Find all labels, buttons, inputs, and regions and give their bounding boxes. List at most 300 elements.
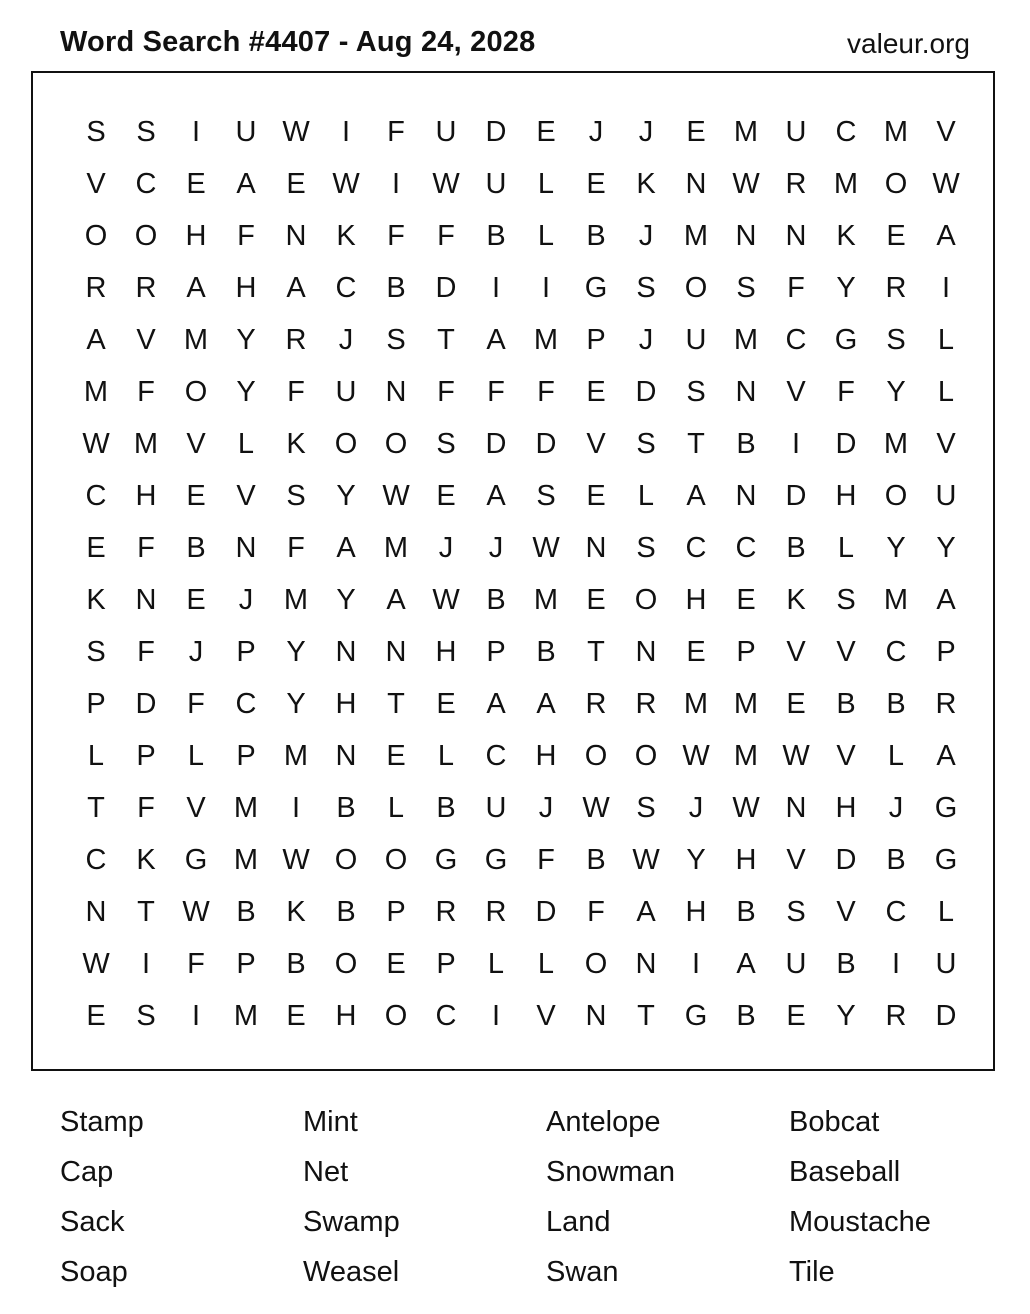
grid-cell[interactable]: M — [883, 584, 909, 616]
grid-cell[interactable]: N — [85, 896, 107, 928]
grid-cell[interactable]: B — [386, 272, 406, 304]
grid-cell[interactable]: O — [634, 584, 658, 616]
grid-cell[interactable]: H — [685, 896, 707, 928]
grid-cell[interactable]: A — [386, 584, 406, 616]
grid-cell[interactable]: P — [586, 324, 606, 356]
grid-cell[interactable]: N — [335, 636, 357, 668]
grid-cell[interactable]: M — [183, 324, 209, 356]
grid-cell[interactable]: Y — [286, 636, 306, 668]
grid-cell[interactable]: B — [836, 948, 856, 980]
grid-cell[interactable]: A — [536, 688, 556, 720]
grid-cell[interactable]: J — [538, 792, 554, 824]
grid-cell[interactable]: S — [286, 480, 306, 512]
grid-cell[interactable]: I — [941, 272, 951, 304]
grid-cell[interactable]: Y — [336, 584, 356, 616]
grid-cell[interactable]: V — [786, 376, 806, 408]
grid-cell[interactable]: L — [437, 740, 455, 772]
grid-cell[interactable]: C — [785, 324, 807, 356]
grid-cell[interactable]: H — [335, 688, 357, 720]
grid-cell[interactable]: B — [586, 844, 606, 876]
grid-cell[interactable]: P — [736, 636, 756, 668]
grid-cell[interactable]: A — [936, 740, 956, 772]
grid-cell[interactable]: B — [886, 844, 906, 876]
grid-cell[interactable]: K — [136, 844, 156, 876]
grid-cell[interactable]: A — [936, 584, 956, 616]
grid-cell[interactable]: L — [537, 220, 555, 252]
grid-cell[interactable]: J — [588, 116, 604, 148]
grid-cell[interactable]: S — [836, 584, 856, 616]
grid-cell[interactable]: I — [891, 948, 901, 980]
grid-cell[interactable]: G — [434, 844, 458, 876]
grid-cell[interactable]: O — [884, 168, 908, 200]
grid-cell[interactable]: O — [334, 428, 358, 460]
grid-cell[interactable]: L — [387, 792, 405, 824]
grid-cell[interactable]: C — [235, 688, 257, 720]
grid-cell[interactable]: U — [785, 948, 807, 980]
grid-cell[interactable]: N — [235, 532, 257, 564]
grid-cell[interactable]: E — [736, 584, 756, 616]
grid-cell[interactable]: B — [736, 428, 756, 460]
grid-cell[interactable]: M — [533, 324, 559, 356]
grid-cell[interactable]: D — [485, 428, 507, 460]
grid-cell[interactable]: D — [435, 272, 457, 304]
grid-cell[interactable]: O — [84, 220, 108, 252]
grid-cell[interactable]: S — [136, 116, 156, 148]
grid-cell[interactable]: M — [83, 376, 109, 408]
grid-cell[interactable]: U — [785, 116, 807, 148]
grid-cell[interactable]: L — [87, 740, 105, 772]
grid-cell[interactable]: S — [636, 428, 656, 460]
grid-cell[interactable]: F — [137, 532, 155, 564]
grid-cell[interactable]: A — [486, 480, 506, 512]
grid-cell[interactable]: B — [486, 220, 506, 252]
grid-cell[interactable]: S — [736, 272, 756, 304]
grid-cell[interactable]: C — [85, 844, 107, 876]
grid-cell[interactable]: C — [735, 532, 757, 564]
grid-cell[interactable]: W — [582, 792, 610, 824]
grid-cell[interactable]: B — [586, 220, 606, 252]
grid-cell[interactable]: V — [186, 792, 206, 824]
grid-cell[interactable]: M — [883, 428, 909, 460]
grid-cell[interactable]: P — [936, 636, 956, 668]
grid-cell[interactable]: D — [635, 376, 657, 408]
grid-cell[interactable]: A — [236, 168, 256, 200]
grid-cell[interactable]: C — [835, 116, 857, 148]
grid-cell[interactable]: I — [691, 948, 701, 980]
grid-cell[interactable]: B — [186, 532, 206, 564]
grid-cell[interactable]: W — [182, 896, 210, 928]
grid-cell[interactable]: M — [683, 688, 709, 720]
grid-cell[interactable]: H — [235, 272, 257, 304]
grid-cell[interactable]: M — [733, 740, 759, 772]
grid-cell[interactable]: M — [733, 688, 759, 720]
grid-cell[interactable]: L — [887, 740, 905, 772]
grid-cell[interactable]: A — [486, 324, 506, 356]
grid-cell[interactable]: M — [883, 116, 909, 148]
grid-cell[interactable]: F — [287, 532, 305, 564]
grid-cell[interactable]: E — [286, 1000, 306, 1032]
grid-cell[interactable]: V — [536, 1000, 556, 1032]
grid-cell[interactable]: U — [335, 376, 357, 408]
grid-cell[interactable]: Y — [886, 376, 906, 408]
grid-cell[interactable]: O — [584, 740, 608, 772]
grid-cell[interactable]: M — [233, 1000, 259, 1032]
grid-cell[interactable]: N — [635, 636, 657, 668]
grid-cell[interactable]: M — [833, 168, 859, 200]
grid-cell[interactable]: L — [937, 896, 955, 928]
grid-cell[interactable]: D — [785, 480, 807, 512]
grid-cell[interactable]: L — [237, 428, 255, 460]
grid-cell[interactable]: A — [86, 324, 106, 356]
grid-cell[interactable]: E — [686, 636, 706, 668]
grid-cell[interactable]: C — [335, 272, 357, 304]
grid-cell[interactable]: E — [86, 532, 106, 564]
grid-cell[interactable]: F — [537, 376, 555, 408]
grid-cell[interactable]: V — [586, 428, 606, 460]
grid-cell[interactable]: U — [485, 168, 507, 200]
grid-cell[interactable]: W — [432, 584, 460, 616]
grid-cell[interactable]: R — [135, 272, 157, 304]
grid-cell[interactable]: E — [786, 688, 806, 720]
grid-cell[interactable]: O — [334, 948, 358, 980]
grid-cell[interactable]: S — [536, 480, 556, 512]
grid-cell[interactable]: J — [638, 116, 654, 148]
grid-cell[interactable]: L — [187, 740, 205, 772]
grid-cell[interactable]: J — [888, 792, 904, 824]
grid-cell[interactable]: R — [485, 896, 507, 928]
grid-cell[interactable]: G — [934, 844, 958, 876]
grid-cell[interactable]: R — [435, 896, 457, 928]
grid-cell[interactable]: R — [785, 168, 807, 200]
grid-cell[interactable]: I — [191, 116, 201, 148]
grid-cell[interactable]: H — [335, 1000, 357, 1032]
grid-cell[interactable]: G — [834, 324, 858, 356]
grid-cell[interactable]: O — [184, 376, 208, 408]
grid-cell[interactable]: Y — [286, 688, 306, 720]
grid-cell[interactable]: S — [636, 272, 656, 304]
grid-cell[interactable]: F — [137, 636, 155, 668]
grid-cell[interactable]: E — [386, 948, 406, 980]
grid-cell[interactable]: B — [836, 688, 856, 720]
grid-cell[interactable]: P — [236, 740, 256, 772]
grid-cell[interactable]: W — [82, 428, 110, 460]
grid-cell[interactable]: J — [688, 792, 704, 824]
grid-cell[interactable]: B — [786, 532, 806, 564]
grid-cell[interactable]: D — [135, 688, 157, 720]
grid-cell[interactable]: O — [584, 948, 608, 980]
grid-cell[interactable]: H — [185, 220, 207, 252]
grid-cell[interactable]: V — [786, 844, 806, 876]
grid-cell[interactable]: T — [587, 636, 605, 668]
grid-cell[interactable]: C — [485, 740, 507, 772]
grid-cell[interactable]: W — [432, 168, 460, 200]
grid-cell[interactable]: V — [236, 480, 256, 512]
grid-cell[interactable]: L — [937, 376, 955, 408]
grid-cell[interactable]: N — [585, 1000, 607, 1032]
grid-cell[interactable]: W — [532, 532, 560, 564]
grid-cell[interactable]: Y — [686, 844, 706, 876]
grid-cell[interactable]: U — [435, 116, 457, 148]
grid-cell[interactable]: B — [486, 584, 506, 616]
grid-cell[interactable]: E — [186, 584, 206, 616]
grid-cell[interactable]: Y — [236, 376, 256, 408]
grid-cell[interactable]: C — [885, 636, 907, 668]
grid-cell[interactable]: E — [436, 688, 456, 720]
grid-cell[interactable]: T — [87, 792, 105, 824]
grid-cell[interactable]: B — [336, 792, 356, 824]
grid-cell[interactable]: H — [435, 636, 457, 668]
grid-cell[interactable]: S — [786, 896, 806, 928]
grid-cell[interactable]: M — [233, 844, 259, 876]
grid-cell[interactable]: R — [885, 272, 907, 304]
grid-cell[interactable]: E — [186, 168, 206, 200]
grid-cell[interactable]: N — [735, 376, 757, 408]
grid-cell[interactable]: E — [686, 116, 706, 148]
grid-cell[interactable]: V — [186, 428, 206, 460]
grid-cell[interactable]: M — [383, 532, 409, 564]
grid-cell[interactable]: Y — [836, 1000, 856, 1032]
grid-cell[interactable]: F — [437, 376, 455, 408]
grid-cell[interactable]: F — [137, 792, 155, 824]
grid-cell[interactable]: N — [635, 948, 657, 980]
grid-cell[interactable]: O — [634, 740, 658, 772]
grid-cell[interactable]: R — [885, 1000, 907, 1032]
grid-cell[interactable]: A — [486, 688, 506, 720]
grid-cell[interactable]: I — [491, 272, 501, 304]
grid-cell[interactable]: L — [487, 948, 505, 980]
grid-cell[interactable]: G — [934, 792, 958, 824]
grid-cell[interactable]: O — [134, 220, 158, 252]
grid-cell[interactable]: O — [384, 844, 408, 876]
grid-cell[interactable]: K — [286, 896, 306, 928]
grid-cell[interactable]: P — [236, 636, 256, 668]
grid-cell[interactable]: M — [133, 428, 159, 460]
grid-cell[interactable]: I — [541, 272, 551, 304]
grid-cell[interactable]: H — [835, 792, 857, 824]
grid-cell[interactable]: H — [535, 740, 557, 772]
grid-cell[interactable]: E — [536, 116, 556, 148]
grid-cell[interactable]: B — [286, 948, 306, 980]
grid-cell[interactable]: Y — [886, 532, 906, 564]
grid-cell[interactable]: F — [187, 688, 205, 720]
grid-cell[interactable]: C — [435, 1000, 457, 1032]
grid-cell[interactable]: F — [387, 116, 405, 148]
grid-cell[interactable]: F — [837, 376, 855, 408]
grid-cell[interactable]: V — [836, 896, 856, 928]
grid-cell[interactable]: W — [732, 792, 760, 824]
grid-cell[interactable]: B — [236, 896, 256, 928]
grid-cell[interactable]: A — [736, 948, 756, 980]
grid-cell[interactable]: N — [335, 740, 357, 772]
grid-cell[interactable]: E — [586, 480, 606, 512]
grid-cell[interactable]: B — [736, 896, 756, 928]
grid-cell[interactable]: O — [384, 1000, 408, 1032]
grid-cell[interactable]: M — [733, 324, 759, 356]
grid-cell[interactable]: V — [136, 324, 156, 356]
grid-cell[interactable]: J — [488, 532, 504, 564]
grid-cell[interactable]: R — [285, 324, 307, 356]
grid-cell[interactable]: A — [636, 896, 656, 928]
grid-cell[interactable]: K — [836, 220, 856, 252]
grid-cell[interactable]: N — [285, 220, 307, 252]
grid-cell[interactable]: A — [186, 272, 206, 304]
grid-cell[interactable]: E — [586, 168, 606, 200]
grid-cell[interactable]: V — [786, 636, 806, 668]
grid-cell[interactable]: F — [487, 376, 505, 408]
grid-cell[interactable]: D — [535, 428, 557, 460]
grid-cell[interactable]: T — [637, 1000, 655, 1032]
grid-cell[interactable]: S — [436, 428, 456, 460]
grid-cell[interactable]: K — [86, 584, 106, 616]
grid-cell[interactable]: H — [735, 844, 757, 876]
grid-cell[interactable]: S — [686, 376, 706, 408]
grid-cell[interactable]: E — [86, 1000, 106, 1032]
grid-cell[interactable]: A — [336, 532, 356, 564]
grid-cell[interactable]: M — [683, 220, 709, 252]
grid-cell[interactable]: G — [684, 1000, 708, 1032]
grid-cell[interactable]: I — [341, 116, 351, 148]
grid-cell[interactable]: W — [782, 740, 810, 772]
grid-cell[interactable]: S — [636, 792, 656, 824]
grid-cell[interactable]: W — [82, 948, 110, 980]
grid-cell[interactable]: C — [135, 168, 157, 200]
grid-cell[interactable]: P — [486, 636, 506, 668]
grid-cell[interactable]: J — [638, 324, 654, 356]
grid-cell[interactable]: M — [733, 116, 759, 148]
grid-cell[interactable]: L — [537, 168, 555, 200]
grid-cell[interactable]: R — [585, 688, 607, 720]
grid-cell[interactable]: K — [786, 584, 806, 616]
grid-cell[interactable]: F — [437, 220, 455, 252]
grid-cell[interactable]: R — [635, 688, 657, 720]
grid-cell[interactable]: S — [86, 636, 106, 668]
grid-cell[interactable]: B — [536, 636, 556, 668]
grid-cell[interactable]: E — [586, 376, 606, 408]
grid-cell[interactable]: W — [632, 844, 660, 876]
grid-cell[interactable]: B — [336, 896, 356, 928]
grid-cell[interactable]: H — [135, 480, 157, 512]
grid-cell[interactable]: Y — [936, 532, 956, 564]
grid-cell[interactable]: O — [334, 844, 358, 876]
grid-cell[interactable]: E — [586, 584, 606, 616]
grid-cell[interactable]: A — [286, 272, 306, 304]
grid-cell[interactable]: P — [436, 948, 456, 980]
grid-cell[interactable]: C — [885, 896, 907, 928]
grid-cell[interactable]: U — [235, 116, 257, 148]
grid-cell[interactable]: V — [936, 116, 956, 148]
grid-cell[interactable]: I — [391, 168, 401, 200]
grid-cell[interactable]: N — [385, 376, 407, 408]
grid-cell[interactable]: E — [286, 168, 306, 200]
grid-cell[interactable]: J — [338, 324, 354, 356]
grid-cell[interactable]: W — [932, 168, 960, 200]
grid-cell[interactable]: C — [685, 532, 707, 564]
grid-cell[interactable]: M — [233, 792, 259, 824]
grid-cell[interactable]: Y — [836, 272, 856, 304]
grid-cell[interactable]: P — [236, 948, 256, 980]
grid-cell[interactable]: N — [735, 220, 757, 252]
grid-cell[interactable]: S — [136, 1000, 156, 1032]
grid-cell[interactable]: J — [638, 220, 654, 252]
grid-cell[interactable]: W — [332, 168, 360, 200]
grid-cell[interactable]: J — [238, 584, 254, 616]
grid-cell[interactable]: O — [384, 428, 408, 460]
grid-cell[interactable]: F — [187, 948, 205, 980]
grid-cell[interactable]: T — [137, 896, 155, 928]
grid-cell[interactable]: D — [935, 1000, 957, 1032]
grid-cell[interactable]: D — [485, 116, 507, 148]
grid-cell[interactable]: O — [884, 480, 908, 512]
grid-cell[interactable]: E — [436, 480, 456, 512]
grid-cell[interactable]: B — [436, 792, 456, 824]
grid-cell[interactable]: I — [191, 1000, 201, 1032]
grid-cell[interactable]: F — [537, 844, 555, 876]
grid-cell[interactable]: N — [785, 792, 807, 824]
grid-cell[interactable]: M — [283, 584, 309, 616]
grid-cell[interactable]: U — [485, 792, 507, 824]
grid-cell[interactable]: W — [382, 480, 410, 512]
grid-cell[interactable]: W — [732, 168, 760, 200]
grid-cell[interactable]: S — [636, 532, 656, 564]
grid-cell[interactable]: U — [685, 324, 707, 356]
grid-cell[interactable]: N — [585, 532, 607, 564]
grid-cell[interactable]: V — [836, 740, 856, 772]
grid-cell[interactable]: C — [85, 480, 107, 512]
grid-cell[interactable]: P — [136, 740, 156, 772]
grid-cell[interactable]: N — [785, 220, 807, 252]
grid-cell[interactable]: I — [141, 948, 151, 980]
grid-cell[interactable]: U — [935, 480, 957, 512]
grid-cell[interactable]: T — [687, 428, 705, 460]
grid-cell[interactable]: K — [336, 220, 356, 252]
grid-cell[interactable]: D — [535, 896, 557, 928]
grid-cell[interactable]: I — [491, 1000, 501, 1032]
grid-cell[interactable]: B — [886, 688, 906, 720]
grid-cell[interactable]: R — [935, 688, 957, 720]
grid-cell[interactable]: F — [287, 376, 305, 408]
grid-cell[interactable]: Y — [336, 480, 356, 512]
grid-cell[interactable]: F — [137, 376, 155, 408]
grid-cell[interactable]: Y — [236, 324, 256, 356]
grid-cell[interactable]: J — [188, 636, 204, 668]
grid-cell[interactable]: G — [484, 844, 508, 876]
grid-cell[interactable]: D — [835, 844, 857, 876]
grid-cell[interactable]: F — [587, 896, 605, 928]
grid-cell[interactable]: E — [886, 220, 906, 252]
grid-cell[interactable]: B — [736, 1000, 756, 1032]
grid-cell[interactable]: J — [438, 532, 454, 564]
grid-cell[interactable]: W — [682, 740, 710, 772]
grid-cell[interactable]: A — [686, 480, 706, 512]
grid-cell[interactable]: V — [86, 168, 106, 200]
grid-cell[interactable]: A — [936, 220, 956, 252]
grid-cell[interactable]: V — [836, 636, 856, 668]
grid-cell[interactable]: N — [385, 636, 407, 668]
grid-cell[interactable]: L — [637, 480, 655, 512]
grid-cell[interactable]: S — [886, 324, 906, 356]
grid-cell[interactable]: K — [286, 428, 306, 460]
grid-cell[interactable]: L — [937, 324, 955, 356]
grid-cell[interactable]: I — [791, 428, 801, 460]
grid-cell[interactable]: R — [85, 272, 107, 304]
grid-cell[interactable]: M — [533, 584, 559, 616]
grid-cell[interactable]: K — [636, 168, 656, 200]
grid-cell[interactable]: S — [86, 116, 106, 148]
grid-cell[interactable]: F — [237, 220, 255, 252]
grid-cell[interactable]: P — [386, 896, 406, 928]
grid-cell[interactable]: E — [386, 740, 406, 772]
grid-cell[interactable]: T — [437, 324, 455, 356]
